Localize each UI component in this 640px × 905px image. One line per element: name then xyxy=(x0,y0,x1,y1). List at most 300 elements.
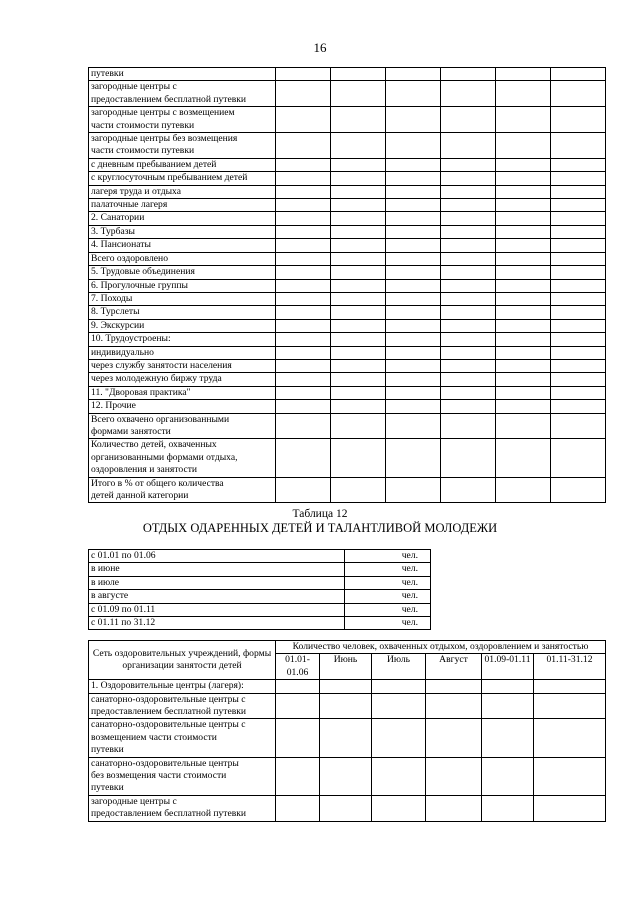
value-cell[interactable] xyxy=(496,68,551,81)
row-label xyxy=(89,172,276,185)
value-cell[interactable] xyxy=(276,373,331,386)
row-label xyxy=(89,158,276,171)
value-cell[interactable] xyxy=(551,81,606,107)
value-cell[interactable] xyxy=(276,266,331,279)
value-cell[interactable] xyxy=(426,680,482,693)
value-cell[interactable] xyxy=(276,346,331,359)
value-cell[interactable] xyxy=(386,346,441,359)
value-cell[interactable] xyxy=(496,439,551,477)
column-header: 01.01-01.06 xyxy=(276,654,320,680)
value-cell[interactable] xyxy=(551,292,606,305)
value-cell[interactable] xyxy=(496,81,551,107)
row-label-line: предоставлением бесплатной путевки xyxy=(91,808,247,820)
table-row xyxy=(89,172,606,185)
value-cell[interactable] xyxy=(372,757,426,795)
value-cell[interactable] xyxy=(496,292,551,305)
value-cell[interactable] xyxy=(482,719,534,757)
value-cell[interactable] xyxy=(331,212,386,225)
value-cell[interactable] xyxy=(496,212,551,225)
unit-cell[interactable]: чел. xyxy=(345,617,431,630)
value-cell[interactable] xyxy=(386,413,441,439)
value-cell[interactable] xyxy=(551,185,606,198)
value-cell[interactable] xyxy=(426,719,482,757)
table-row xyxy=(89,81,606,107)
table-row xyxy=(89,576,431,589)
value-cell[interactable] xyxy=(496,266,551,279)
row-label-line: Итого в % от общего количества xyxy=(91,477,224,489)
value-cell[interactable] xyxy=(276,333,331,346)
period-table xyxy=(88,549,431,630)
value-cell[interactable] xyxy=(386,279,441,292)
value-cell[interactable] xyxy=(276,757,320,795)
value-cell[interactable] xyxy=(386,439,441,477)
value-cell[interactable] xyxy=(441,477,496,503)
row-label-line: загородные центры с xyxy=(91,795,177,807)
value-cell[interactable] xyxy=(276,172,331,185)
value-cell[interactable] xyxy=(331,477,386,503)
value-cell[interactable] xyxy=(276,319,331,332)
value-cell[interactable] xyxy=(496,413,551,439)
value-cell[interactable] xyxy=(331,172,386,185)
value-cell[interactable] xyxy=(331,81,386,107)
row-label-line: санаторно-оздоровительные центры xyxy=(91,757,239,769)
value-cell[interactable] xyxy=(331,439,386,477)
row-label xyxy=(89,386,276,399)
value-cell[interactable] xyxy=(276,306,331,319)
row-label xyxy=(89,81,276,107)
row-label xyxy=(89,107,276,133)
value-cell[interactable] xyxy=(386,239,441,252)
value-cell[interactable] xyxy=(331,386,386,399)
value-cell[interactable] xyxy=(386,199,441,212)
table-row xyxy=(89,359,606,372)
value-cell[interactable] xyxy=(441,319,496,332)
table-label: Таблица 12 xyxy=(292,508,348,520)
value-cell[interactable] xyxy=(276,795,320,821)
unit-cell[interactable]: чел. xyxy=(345,563,431,576)
row-label-line: возмещением части стоимости xyxy=(91,731,217,743)
table-row xyxy=(89,199,606,212)
value-cell[interactable] xyxy=(276,400,331,413)
value-cell[interactable] xyxy=(386,266,441,279)
value-cell[interactable] xyxy=(276,185,331,198)
value-cell[interactable] xyxy=(276,68,331,81)
value-cell[interactable] xyxy=(276,292,331,305)
value-cell[interactable] xyxy=(441,158,496,171)
column-header: Июль xyxy=(372,654,426,680)
value-cell[interactable] xyxy=(386,172,441,185)
row-label xyxy=(89,68,276,81)
value-cell[interactable] xyxy=(496,373,551,386)
value-cell[interactable] xyxy=(331,266,386,279)
value-cell[interactable] xyxy=(551,172,606,185)
value-cell[interactable] xyxy=(426,693,482,719)
row-label xyxy=(89,319,276,332)
value-cell[interactable] xyxy=(276,133,331,159)
column-header: 01.11-31.12 xyxy=(534,654,606,680)
table-row xyxy=(89,680,606,693)
table-row xyxy=(89,617,431,630)
value-cell[interactable] xyxy=(551,239,606,252)
table-row xyxy=(89,333,606,346)
row-label xyxy=(89,252,276,265)
value-cell[interactable] xyxy=(496,346,551,359)
value-cell[interactable] xyxy=(441,252,496,265)
value-cell[interactable] xyxy=(320,719,372,757)
value-cell[interactable] xyxy=(551,346,606,359)
unit-cell[interactable]: чел. xyxy=(345,590,431,603)
value-cell[interactable] xyxy=(441,413,496,439)
row-label xyxy=(89,719,276,757)
row-label-line: 12. Прочие xyxy=(91,400,136,412)
row-label-line: без возмещения части стоимости xyxy=(91,770,227,782)
value-cell[interactable] xyxy=(331,333,386,346)
value-cell[interactable] xyxy=(441,212,496,225)
row-label-line: Всего оздоровлено xyxy=(91,252,168,264)
value-cell[interactable] xyxy=(331,279,386,292)
header-group-cell: Количество человек, охваченных отдыхом, оздоровлением и занятостью xyxy=(276,641,606,654)
row-label xyxy=(89,346,276,359)
table-row xyxy=(89,292,606,305)
value-cell[interactable] xyxy=(482,795,534,821)
value-cell[interactable] xyxy=(441,107,496,133)
value-cell[interactable] xyxy=(496,333,551,346)
column-header: Июнь xyxy=(320,654,372,680)
value-cell[interactable] xyxy=(496,400,551,413)
row-label-line: палаточные лагеря xyxy=(91,199,168,211)
row-label-line: 2. Санатории xyxy=(91,212,145,224)
row-label xyxy=(89,795,276,821)
table-row xyxy=(89,550,431,563)
value-cell[interactable] xyxy=(386,292,441,305)
row-label xyxy=(89,373,276,386)
value-cell[interactable] xyxy=(496,107,551,133)
value-cell[interactable] xyxy=(496,185,551,198)
value-cell[interactable] xyxy=(441,439,496,477)
table-row xyxy=(89,400,606,413)
unit-cell[interactable]: чел. xyxy=(345,603,431,616)
table-row xyxy=(89,212,606,225)
value-cell[interactable] xyxy=(320,795,372,821)
value-cell[interactable] xyxy=(496,133,551,159)
value-cell[interactable] xyxy=(331,292,386,305)
value-cell[interactable] xyxy=(386,400,441,413)
value-cell[interactable] xyxy=(276,386,331,399)
table-row xyxy=(89,68,606,81)
value-cell[interactable] xyxy=(482,680,534,693)
value-cell[interactable] xyxy=(276,359,331,372)
table-row xyxy=(89,477,606,503)
row-label-line: предоставлением бесплатной путевки xyxy=(91,93,247,105)
row-label-line: предоставлением бесплатной путевки xyxy=(91,706,247,718)
row-label-line: 10. Трудоустроены: xyxy=(91,333,171,345)
value-cell[interactable] xyxy=(482,757,534,795)
value-cell[interactable] xyxy=(551,199,606,212)
table-row xyxy=(89,225,606,238)
period-label: в июле xyxy=(89,576,345,589)
row-label-line: санаторно-оздоровительные центры с xyxy=(91,693,246,705)
row-label-line: через службу занятости населения xyxy=(91,359,232,371)
gifted-children-table xyxy=(88,640,606,822)
value-cell[interactable] xyxy=(551,373,606,386)
value-cell[interactable] xyxy=(276,107,331,133)
row-label xyxy=(89,359,276,372)
value-cell[interactable] xyxy=(496,225,551,238)
row-label-line: индивидуально xyxy=(91,346,154,358)
row-label xyxy=(89,199,276,212)
row-label-line: через молодежную биржу труда xyxy=(91,373,222,385)
value-cell[interactable] xyxy=(551,158,606,171)
value-cell[interactable] xyxy=(441,359,496,372)
header-left-cell: Сеть оздоровительных учреждений, формы организации занятости детей xyxy=(89,641,276,680)
column-header: 01.09-01.11 xyxy=(482,654,534,680)
row-label xyxy=(89,413,276,439)
value-cell[interactable] xyxy=(372,795,426,821)
value-cell[interactable] xyxy=(441,185,496,198)
value-cell[interactable] xyxy=(441,199,496,212)
row-label xyxy=(89,185,276,198)
value-cell[interactable] xyxy=(441,400,496,413)
value-cell[interactable] xyxy=(386,158,441,171)
value-cell[interactable] xyxy=(551,252,606,265)
value-cell[interactable] xyxy=(276,439,331,477)
row-label-line: 1. Оздоровительные центры (лагеря): xyxy=(91,680,244,692)
value-cell[interactable] xyxy=(551,225,606,238)
value-cell[interactable] xyxy=(331,199,386,212)
value-cell[interactable] xyxy=(496,199,551,212)
period-label: с 01.11 по 31.12 xyxy=(89,617,345,630)
value-cell[interactable] xyxy=(386,359,441,372)
value-cell[interactable] xyxy=(276,212,331,225)
row-label xyxy=(89,400,276,413)
value-cell[interactable] xyxy=(496,239,551,252)
value-cell[interactable] xyxy=(496,279,551,292)
value-cell[interactable] xyxy=(551,68,606,81)
value-cell[interactable] xyxy=(426,795,482,821)
row-label-line: с круглосуточным пребыванием детей xyxy=(91,172,248,184)
row-label xyxy=(89,212,276,225)
value-cell[interactable] xyxy=(331,252,386,265)
value-cell[interactable] xyxy=(320,757,372,795)
value-cell[interactable] xyxy=(551,212,606,225)
row-label-line: загородные центры с возмещением xyxy=(91,107,235,119)
value-cell[interactable] xyxy=(276,693,320,719)
unit-cell[interactable]: чел. xyxy=(345,550,431,563)
value-cell[interactable] xyxy=(441,239,496,252)
value-cell[interactable] xyxy=(551,306,606,319)
value-cell[interactable] xyxy=(441,266,496,279)
period-label: с 01.01 по 01.06 xyxy=(89,550,345,563)
value-cell[interactable] xyxy=(386,225,441,238)
value-cell[interactable] xyxy=(551,279,606,292)
value-cell[interactable] xyxy=(496,252,551,265)
table-continuation xyxy=(88,67,606,503)
value-cell[interactable] xyxy=(386,386,441,399)
value-cell[interactable] xyxy=(331,373,386,386)
value-cell[interactable] xyxy=(331,400,386,413)
value-cell[interactable] xyxy=(551,413,606,439)
value-cell[interactable] xyxy=(534,719,606,757)
period-label: в июне xyxy=(89,563,345,576)
value-cell[interactable] xyxy=(534,693,606,719)
value-cell[interactable] xyxy=(331,158,386,171)
row-label-line: организованными формами отдыха, xyxy=(91,451,238,463)
row-label xyxy=(89,757,276,795)
row-label-line: 7. Походы xyxy=(91,292,133,304)
table-row xyxy=(89,563,431,576)
value-cell[interactable] xyxy=(331,346,386,359)
column-header: Август xyxy=(426,654,482,680)
value-cell[interactable] xyxy=(441,306,496,319)
value-cell[interactable] xyxy=(372,680,426,693)
row-label-line: путевки xyxy=(91,782,124,794)
value-cell[interactable] xyxy=(551,319,606,332)
table-title: ОТДЫХ ОДАРЕННЫХ ДЕТЕЙ И ТАЛАНТЛИВОЙ МОЛОДЕЖИ xyxy=(142,521,498,535)
value-cell[interactable] xyxy=(441,133,496,159)
value-cell[interactable] xyxy=(496,158,551,171)
value-cell[interactable] xyxy=(441,279,496,292)
value-cell[interactable] xyxy=(372,693,426,719)
value-cell[interactable] xyxy=(386,212,441,225)
row-label-line: оздоровления и занятости xyxy=(91,464,198,476)
period-label: с 01.09 по 01.11 xyxy=(89,603,345,616)
table-row xyxy=(89,185,606,198)
table-row xyxy=(89,158,606,171)
value-cell[interactable] xyxy=(551,386,606,399)
table-row xyxy=(89,252,606,265)
value-cell[interactable] xyxy=(331,133,386,159)
value-cell[interactable] xyxy=(276,413,331,439)
value-cell[interactable] xyxy=(386,252,441,265)
value-cell[interactable] xyxy=(534,795,606,821)
table-row xyxy=(89,603,431,616)
row-label-line: с дневным пребыванием детей xyxy=(91,158,217,170)
value-cell[interactable] xyxy=(331,319,386,332)
value-cell[interactable] xyxy=(276,477,331,503)
value-cell[interactable] xyxy=(386,185,441,198)
value-cell[interactable] xyxy=(441,225,496,238)
value-cell[interactable] xyxy=(551,439,606,477)
value-cell[interactable] xyxy=(496,477,551,503)
table-caption xyxy=(0,507,640,535)
value-cell[interactable] xyxy=(386,333,441,346)
value-cell[interactable] xyxy=(441,346,496,359)
value-cell[interactable] xyxy=(386,133,441,159)
value-cell[interactable] xyxy=(276,252,331,265)
row-label-line: путевки xyxy=(91,744,124,756)
table-row xyxy=(89,279,606,292)
row-label-line: 9. Экскурсии xyxy=(91,319,145,331)
value-cell[interactable] xyxy=(386,477,441,503)
value-cell[interactable] xyxy=(441,68,496,81)
row-label xyxy=(89,292,276,305)
row-label-line: Всего охвачено организованными xyxy=(91,413,230,425)
row-label-line: 5. Трудовые объединения xyxy=(91,266,195,278)
value-cell[interactable] xyxy=(386,107,441,133)
table-row xyxy=(89,319,606,332)
value-cell[interactable] xyxy=(320,693,372,719)
value-cell[interactable] xyxy=(386,81,441,107)
table-row xyxy=(89,306,606,319)
row-label xyxy=(89,333,276,346)
value-cell[interactable] xyxy=(441,292,496,305)
value-cell[interactable] xyxy=(534,757,606,795)
value-cell[interactable] xyxy=(331,185,386,198)
value-cell[interactable] xyxy=(441,333,496,346)
value-cell[interactable] xyxy=(441,172,496,185)
value-cell[interactable] xyxy=(386,319,441,332)
value-cell[interactable] xyxy=(276,158,331,171)
value-cell[interactable] xyxy=(496,319,551,332)
row-label-line: 3. Турбазы xyxy=(91,225,135,237)
value-cell[interactable] xyxy=(441,81,496,107)
value-cell[interactable] xyxy=(551,400,606,413)
table-row xyxy=(89,719,606,757)
value-cell[interactable] xyxy=(331,306,386,319)
value-cell[interactable] xyxy=(331,413,386,439)
value-cell[interactable] xyxy=(551,333,606,346)
row-label-line: 11. "Дворовая практика" xyxy=(91,386,191,398)
value-cell[interactable] xyxy=(386,373,441,386)
table-row xyxy=(89,239,606,252)
value-cell[interactable] xyxy=(276,239,331,252)
value-cell[interactable] xyxy=(276,225,331,238)
value-cell[interactable] xyxy=(276,81,331,107)
value-cell[interactable] xyxy=(441,386,496,399)
value-cell[interactable] xyxy=(496,306,551,319)
value-cell[interactable] xyxy=(331,68,386,81)
value-cell[interactable] xyxy=(331,225,386,238)
row-label-line: части стоимости путевки xyxy=(91,145,195,157)
unit-cell[interactable]: чел. xyxy=(345,576,431,589)
table-row xyxy=(89,386,606,399)
row-label xyxy=(89,439,276,477)
value-cell[interactable] xyxy=(331,359,386,372)
value-cell[interactable] xyxy=(496,386,551,399)
value-cell[interactable] xyxy=(551,477,606,503)
value-cell[interactable] xyxy=(551,266,606,279)
value-cell[interactable] xyxy=(551,107,606,133)
row-label-line: лагеря труда и отдыха xyxy=(91,185,181,197)
value-cell[interactable] xyxy=(276,719,320,757)
value-cell[interactable] xyxy=(372,719,426,757)
table-row xyxy=(89,693,606,719)
value-cell[interactable] xyxy=(534,680,606,693)
value-cell[interactable] xyxy=(386,306,441,319)
value-cell[interactable] xyxy=(276,680,320,693)
value-cell[interactable] xyxy=(276,199,331,212)
table-row xyxy=(89,590,431,603)
value-cell[interactable] xyxy=(331,239,386,252)
value-cell[interactable] xyxy=(441,373,496,386)
value-cell[interactable] xyxy=(482,693,534,719)
value-cell[interactable] xyxy=(386,68,441,81)
table-row xyxy=(89,373,606,386)
value-cell[interactable] xyxy=(426,757,482,795)
value-cell[interactable] xyxy=(551,133,606,159)
table-row xyxy=(89,413,606,439)
row-label-line: загородные центры без возмещения xyxy=(91,133,238,145)
row-label-line: санаторно-оздоровительные центры с xyxy=(91,719,246,731)
value-cell[interactable] xyxy=(496,172,551,185)
value-cell[interactable] xyxy=(320,680,372,693)
value-cell[interactable] xyxy=(331,107,386,133)
table-row xyxy=(89,266,606,279)
value-cell[interactable] xyxy=(496,359,551,372)
value-cell[interactable] xyxy=(551,359,606,372)
row-label-line: 6. Прогулочные группы xyxy=(91,279,188,291)
value-cell[interactable] xyxy=(276,279,331,292)
